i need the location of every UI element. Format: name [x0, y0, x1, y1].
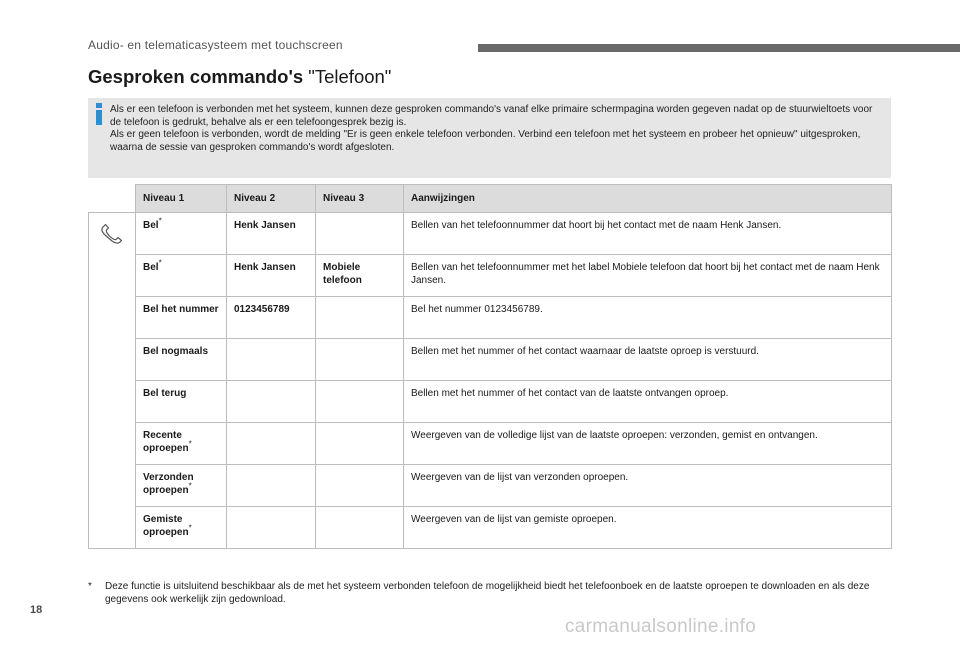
- command-label: Bel: [143, 262, 159, 273]
- cell-niveau-3: [316, 339, 404, 381]
- command-label: Verzonden oproepen: [143, 472, 194, 496]
- table-row: [89, 507, 892, 549]
- table-header-row: [89, 185, 892, 213]
- cell-niveau-2: [227, 339, 316, 381]
- footnote-star: *: [158, 258, 162, 268]
- info-paragraph-1: Als er een telefoon is verbonden met het systeem, kunnen deze gesproken commando's vanaf elke primaire schermpagina worden gegeven nadat op de stuurwieltoets voor de telefoon is gedrukt, behalve als er een telefoongesprek bezig is.: [110, 104, 873, 128]
- table-row: [89, 213, 892, 255]
- page-title-quoted: "Telefoon": [308, 66, 392, 87]
- command-label: Bel het nummer: [143, 304, 219, 315]
- cell-niveau-1: [136, 381, 227, 423]
- footnote: [88, 580, 888, 606]
- header-bar: [478, 44, 960, 52]
- phone-handset-icon: [99, 223, 125, 245]
- cell-aanwijzingen: Bellen met het nummer of het contact van de laatste ontvangen oproep.: [404, 381, 892, 423]
- cell-niveau-3: [316, 507, 404, 549]
- command-label: Bel: [143, 220, 159, 231]
- cell-niveau-3: [316, 465, 404, 507]
- footnote-mark: *: [88, 581, 92, 592]
- cell-niveau-3: [316, 423, 404, 465]
- cell-niveau-1: [136, 297, 227, 339]
- footnote-star: *: [188, 439, 192, 449]
- page-title-main: Gesproken commando's: [88, 66, 309, 87]
- cell-niveau-2: [227, 465, 316, 507]
- cell-niveau-1: [136, 255, 227, 297]
- table-row: [89, 465, 892, 507]
- command-label: Bel nogmaals: [143, 346, 209, 357]
- footnote-star: *: [188, 523, 192, 533]
- cell-niveau-2: Henk Jansen: [227, 213, 316, 255]
- info-paragraph-2: Als er geen telefoon is verbonden, wordt de melding "Er is geen enkele telefoon verbonden. Verbind een telefoon met het systeem en probeer het opnieuw" uitgesproken, waarna de sessie van gesproken commando's wordt afgesloten.: [110, 129, 861, 153]
- cell-niveau-3: [316, 213, 404, 255]
- footnote-star: *: [158, 216, 162, 226]
- header-niveau-1: Niveau 1: [136, 185, 227, 213]
- cell-aanwijzingen: Weergeven van de volledige lijst van de laatste oproepen: verzonden, gemist en ontvangen.: [404, 423, 892, 465]
- command-label: Bel terug: [143, 388, 187, 399]
- table-row: [89, 255, 892, 297]
- cell-niveau-3: Mobiele telefoon: [316, 255, 404, 297]
- command-label: Recente oproepen: [143, 430, 189, 454]
- cell-niveau-1: [136, 465, 227, 507]
- cell-aanwijzingen: Bel het nummer 0123456789.: [404, 297, 892, 339]
- table-row: [89, 423, 892, 465]
- phone-icon-cell: [89, 213, 136, 549]
- cell-aanwijzingen: Bellen van het telefoonnummer dat hoort bij het contact met de naam Henk Jansen.: [404, 213, 892, 255]
- cell-niveau-1: [136, 423, 227, 465]
- page-title: [88, 66, 391, 88]
- cell-niveau-1: [136, 507, 227, 549]
- cell-niveau-2: [227, 381, 316, 423]
- cell-niveau-2: Henk Jansen: [227, 255, 316, 297]
- watermark: carmanualsonline.info: [565, 616, 757, 637]
- info-box: [88, 98, 891, 178]
- header-niveau-2: Niveau 2: [227, 185, 316, 213]
- header-aanwijzingen: Aanwijzingen: [404, 185, 892, 213]
- cell-niveau-2: [227, 423, 316, 465]
- header-niveau-3: Niveau 3: [316, 185, 404, 213]
- cell-niveau-3: [316, 297, 404, 339]
- info-icon: [94, 103, 104, 125]
- table-row: [89, 381, 892, 423]
- section-header: Audio- en telematicasysteem met touchscreen: [88, 38, 343, 52]
- table-row: [89, 297, 892, 339]
- header-blank: [89, 185, 136, 213]
- cell-aanwijzingen: Bellen met het nummer of het contact waarnaar de laatste oproep is verstuurd.: [404, 339, 892, 381]
- cell-niveau-3: [316, 381, 404, 423]
- cell-niveau-2: 0123456789: [227, 297, 316, 339]
- cell-niveau-1: [136, 213, 227, 255]
- command-label: Gemiste oproepen: [143, 514, 189, 538]
- footnote-star: *: [188, 481, 192, 491]
- cell-aanwijzingen: Weergeven van de lijst van gemiste oproepen.: [404, 507, 892, 549]
- footnote-text: Deze functie is uitsluitend beschikbaar als de met het systeem verbonden telefoon de mogelijkheid biedt het telefoonboek en de laatste oproepen te downloaden en als deze gegevens ook werkelijk zijn gedownload.: [105, 581, 870, 605]
- info-text: [110, 104, 882, 154]
- voice-command-table: [88, 184, 892, 549]
- cell-niveau-2: [227, 507, 316, 549]
- cell-aanwijzingen: Weergeven van de lijst van verzonden oproepen.: [404, 465, 892, 507]
- table-row: [89, 339, 892, 381]
- cell-aanwijzingen: Bellen van het telefoonnummer met het label Mobiele telefoon dat hoort bij het contact met de naam Henk Jansen.: [404, 255, 892, 297]
- page-number: 18: [30, 604, 43, 616]
- cell-niveau-1: [136, 339, 227, 381]
